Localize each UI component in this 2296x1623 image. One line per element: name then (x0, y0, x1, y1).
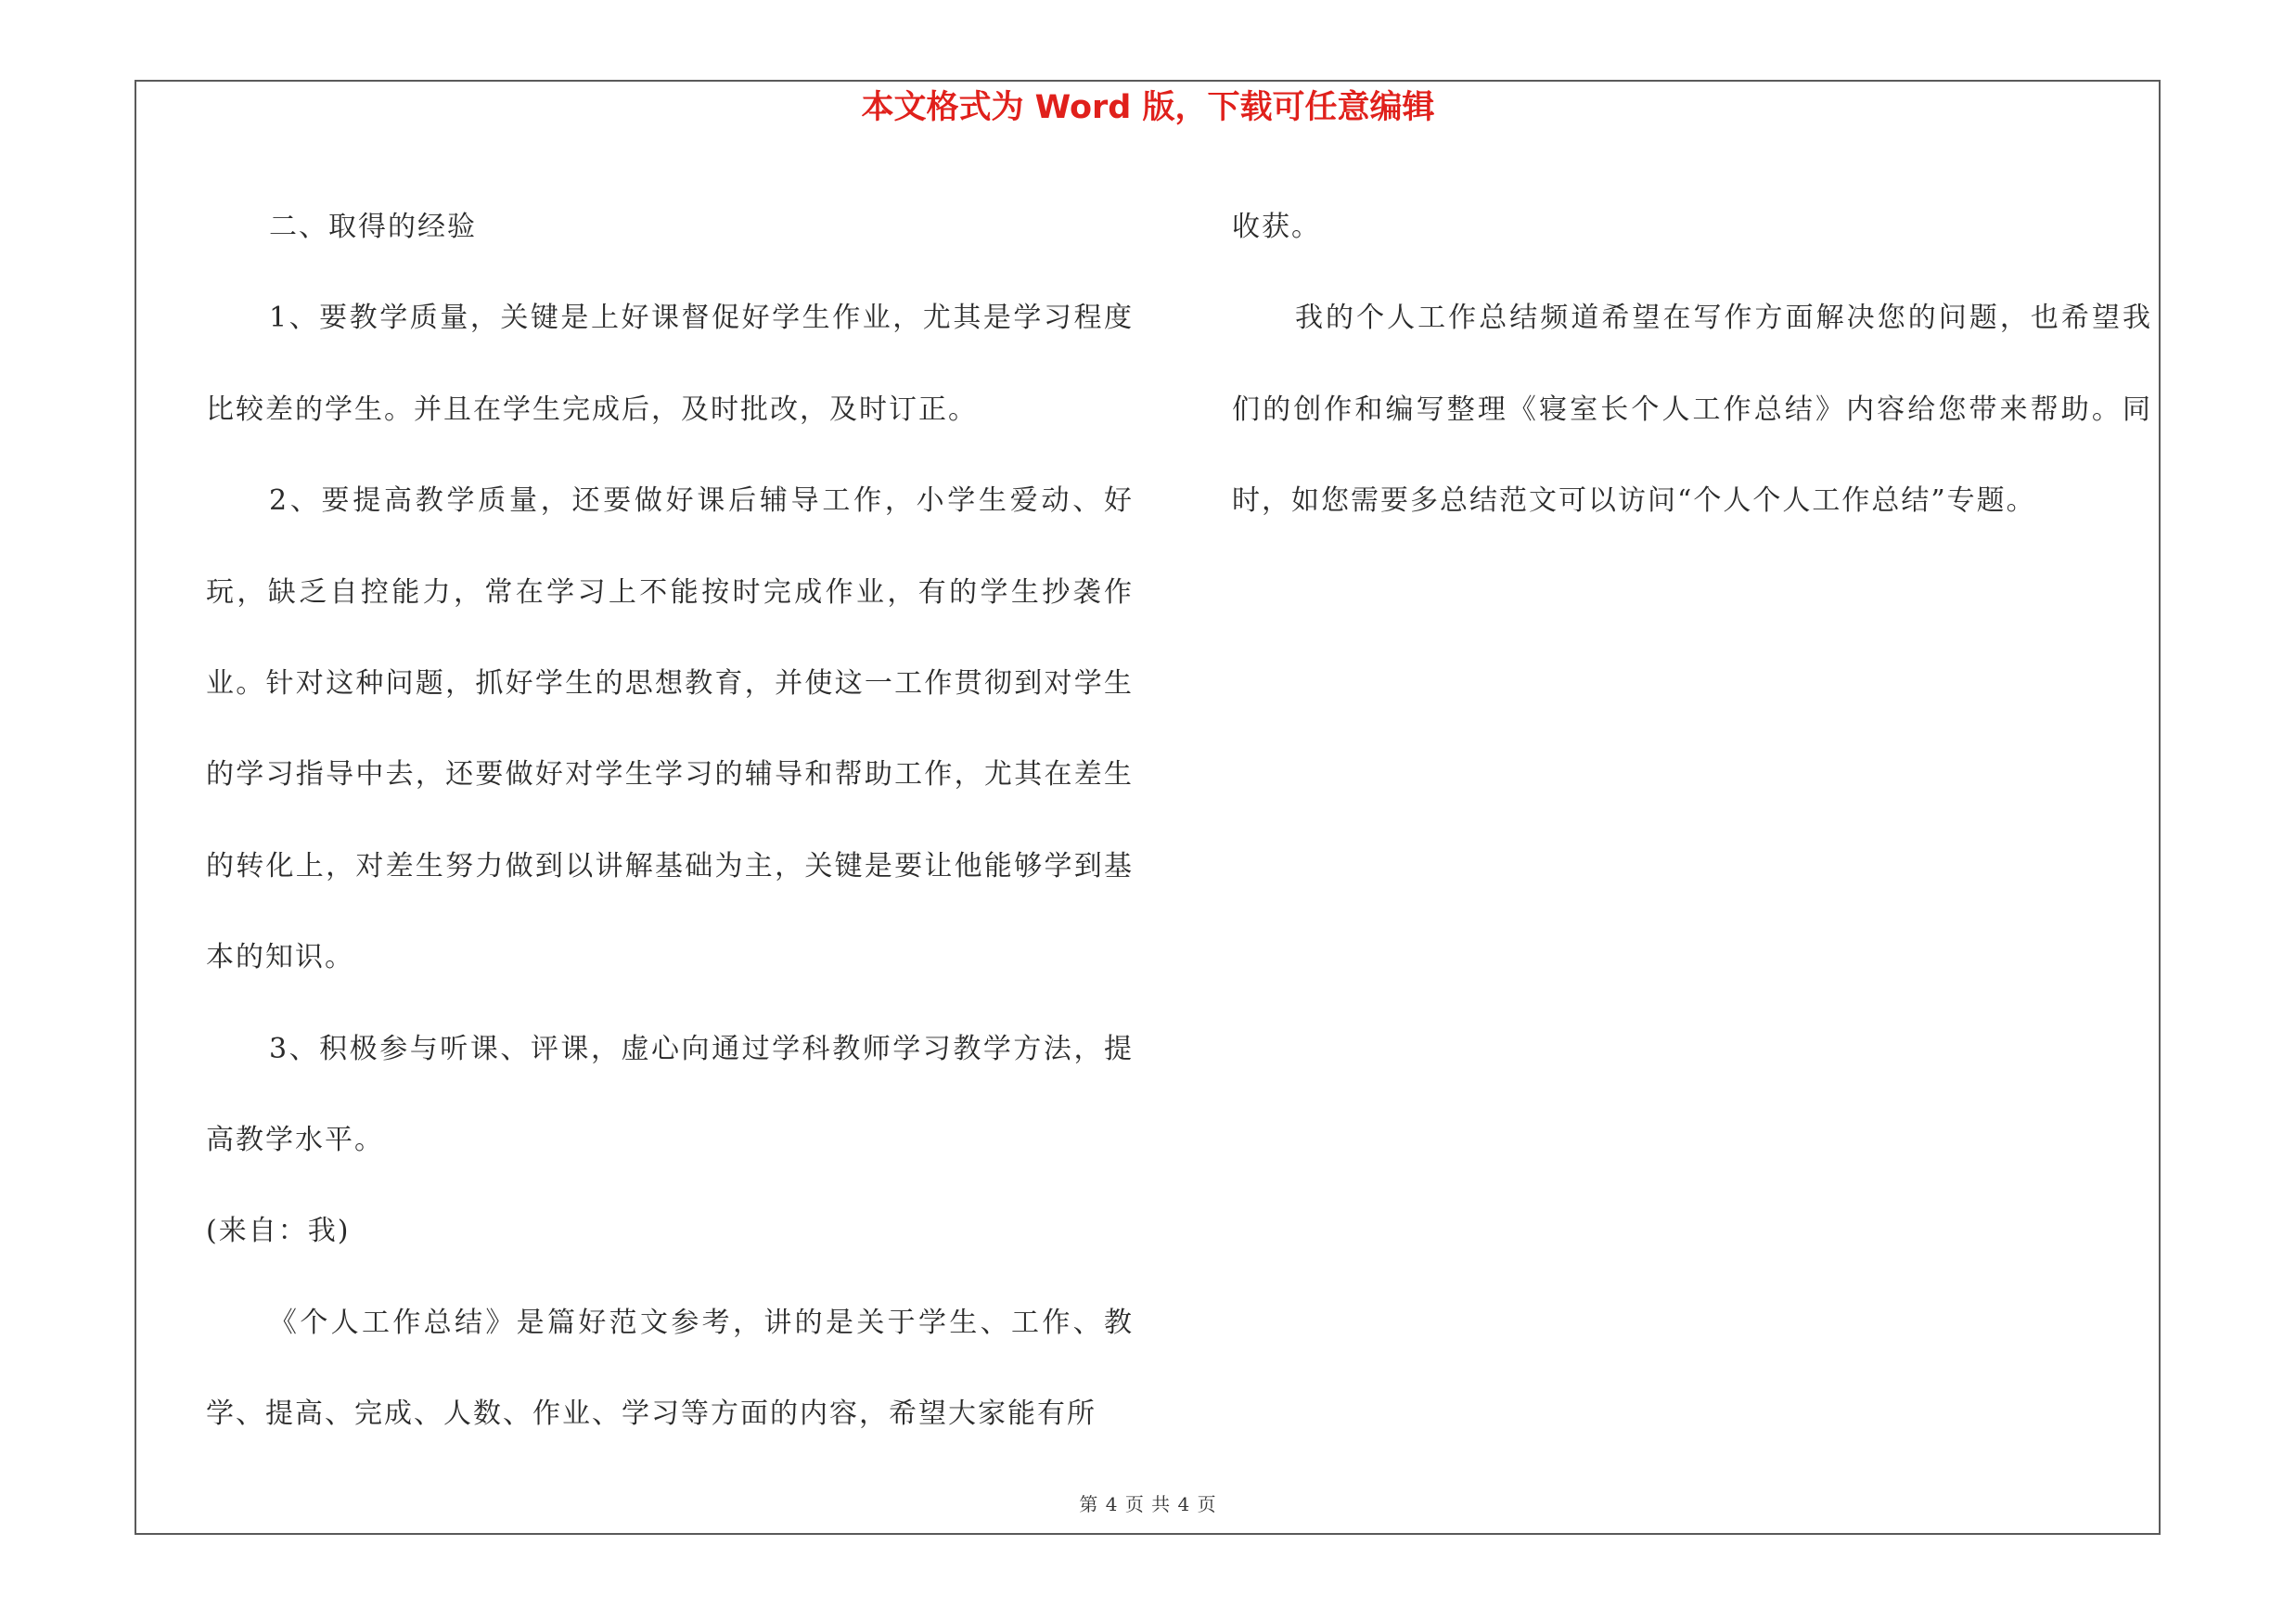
source-note: (来自：我) (206, 1215, 351, 1248)
paragraph: 1、要教学质量，关键是上好课督促好学生作业，尤其是学习程度比较差的学生。并且在学生完成后，及时批改，及时订正。 (206, 302, 1134, 426)
paragraph: 《个人工作总结》是篇好范文参考，讲的是关于学生、工作、教学、提高、完成、人数、作业、学习等方面的内容，希望大家能有所 (206, 1306, 1134, 1431)
paragraph: 我的个人工作总结频道希望在写作方面解决您的问题，也希望我们的创作和编写整理《寝室长个人工作总结》内容给您带来帮助。同时，如您需要多总结范文可以访问“个人个人工作总结”专题。 (1232, 302, 2152, 518)
page-number-footer: 第 4 页 共 4 页 (1079, 1493, 1217, 1515)
section-heading: 二、取得的经验 (269, 211, 477, 243)
paragraph-continuation: 收获。 (1232, 211, 1321, 243)
paragraph: 3、积极参与听课、评课，虚心向通过学科教师学习教学方法，提高教学水平。 (206, 1032, 1134, 1157)
right-text-column (1232, 182, 2152, 547)
paragraph: 2、要提高教学质量，还要做好课后辅导工作，小学生爱动、好玩，缺乏自控能力，常在学习上不能按时完成作业，有的学生抄袭作业。针对这种问题，抓好学生的思想教育，并使这一工作贯彻到对学生的学习指导中去，还要做好对学生学习的辅导和帮助工作，尤其在差生的转化上，对差生努力做到以讲解基础为主，关键是要让他能够学到基本的知识。 (206, 484, 1134, 974)
left-text-column (206, 182, 1134, 1461)
word-format-banner: 本文格式为 Word 版，下载可任意编辑 (861, 89, 1435, 126)
